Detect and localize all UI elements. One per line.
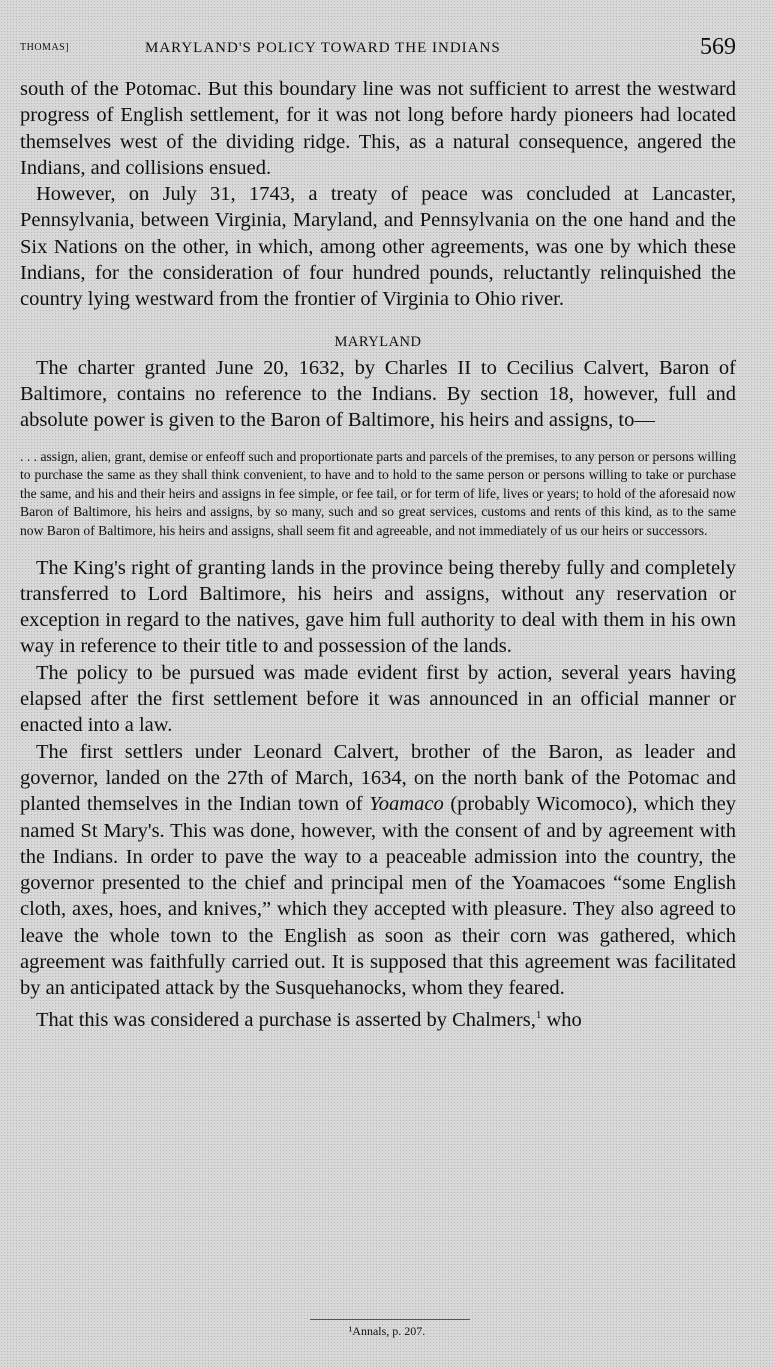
page-number: 569 bbox=[700, 34, 736, 60]
paragraph-kings-right: The King's right of granting lands in the province being thereby fully and completely transferred to Lord Baltimore, his heirs and assigns, without any reservation or exception in regard to the natives, gave him full authority to deal with them in his own way in reference to their title to and possession of the lands. bbox=[20, 556, 736, 658]
running-header-author: THOMAS] bbox=[20, 42, 70, 53]
paragraph-treaty: However, on July 31, 1743, a treaty of peace was concluded at Lancaster, Pennsylvania, between Virginia, Maryland, and Pennsylvania on the one hand and the Six Nations on the other, in which, among other agreements, was one by which these Indians, for the consideration of four hundred pounds, reluctantly relinquished the country lying westward from the frontier of Virginia to Ohio river. bbox=[20, 183, 736, 311]
footnote: ¹Annals, p. 207. bbox=[348, 1324, 426, 1338]
settlers-text-before: The first settlers under Leonard Calvert, brother of the Baron, as leader and governor, landed on the 27th of March, 1634, on the north bank of the Potomac and planted themselves in the Indian town of bbox=[20, 740, 736, 816]
settlers-text-after: (probably Wicomoco), which they named St Mary's. This was done, however, with the consent of and by agreement with the Indians. In order to pave the way to a peaceable admission into the country, the governor presented to the chief and principal men of the Yoamacoes “some English cloth, axes, hoes, and knives,” which they accepted with pleasure. They also agreed to leave the whole town to the English as soon as their corn was gathered, which agreement was faithfully carried out. It is supposed that this agreement was facilitated by an anticipated attack by the Susquehanocks, whom they feared. bbox=[20, 793, 736, 1000]
running-header bbox=[20, 34, 736, 68]
settlers-town-name: Yoamaco bbox=[369, 793, 444, 816]
paragraph-purchase bbox=[20, 1002, 736, 1033]
purchase-text-end: who bbox=[541, 1008, 582, 1031]
paragraph-charter: The charter granted June 20, 1632, by Charles II to Cecilius Calvert, Baron of Baltimore, contains no reference to the Indians. By section 18, however, full and absolute power is given to the Baron of Baltimore, his heirs and assigns, to— bbox=[20, 356, 736, 432]
running-header-title: MARYLAND'S POLICY TOWARD THE INDIANS bbox=[145, 40, 501, 56]
page-body bbox=[20, 76, 736, 1033]
paragraph-first-settlers bbox=[20, 739, 736, 1002]
footnote-reference: 1 bbox=[535, 1008, 542, 1021]
block-quote-charter: . . . assign, alien, grant, demise or enfeoff such and proportionate parts and parcels of the premises, to any person or persons willing to purchase the same as they shall think convenient, to have and to hold to the same person or persons willing to take or purchase the same, and his and their heirs and assigns in fee simple, or fee tail, or for term of life, lives or years; to hold of the aforesaid now Baron of Baltimore, his heirs and assigns, by so many, such and so great services, customs and rents of this kind, as to the same now Baron of Baltimore, his heirs and assigns, shall seem fit and agreeable, and not immediately of us our heirs or successors. bbox=[20, 448, 736, 538]
paragraph-boundary: south of the Potomac. But this boundary line was not sufficient to arrest the westward progress of English settlement, for it was not long before hardy pioneers had located themselves west of the dividing ridge. This, as a natural consequence, angered the Indians, and collisions ensued. bbox=[20, 78, 736, 179]
purchase-text: That this was considered a purchase is asserted by Chalmers, bbox=[36, 1008, 536, 1031]
paragraph-policy: The policy to be pursued was made evident first by action, several years having elapsed after the first settlement before it was announced in an official manner or enacted into a law. bbox=[20, 661, 736, 737]
footnote-rule bbox=[310, 1319, 470, 1320]
section-heading: MARYLAND bbox=[334, 333, 422, 350]
